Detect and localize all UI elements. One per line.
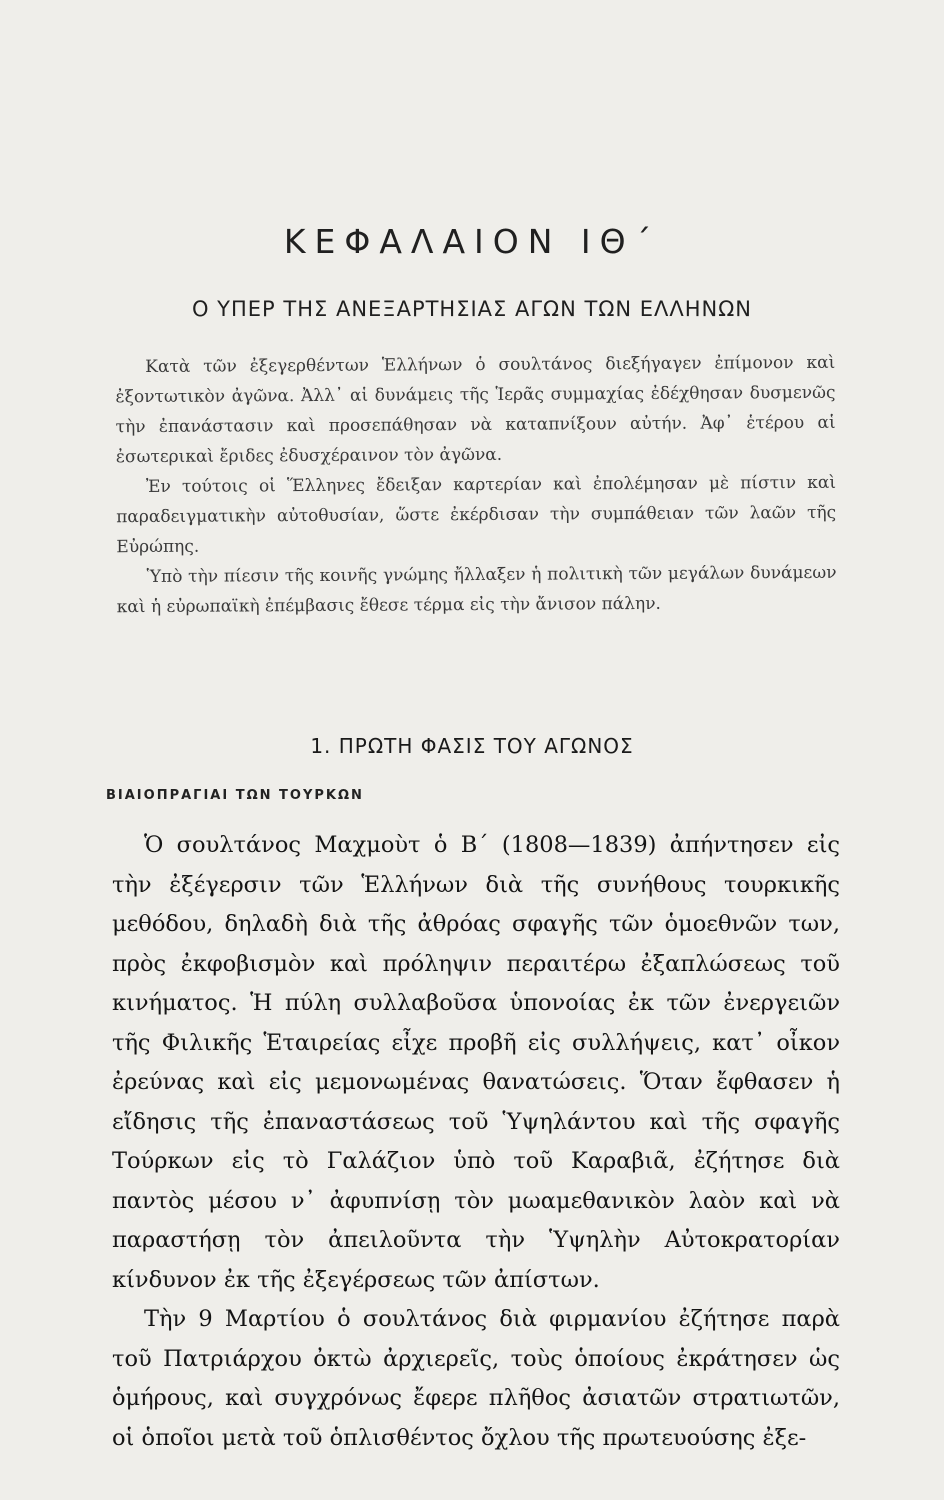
body-paragraph: Τὴν 9 Μαρτίου ὁ σουλτάνος διὰ φιρμανίου ἐζήτησε παρὰ τοῦ Πατριάρχου ὀκτὼ ἀρχιερεῖς, τοὺς ὁποίους ἐκράτησεν ὡς ὁμήρους, καὶ συγχρόνως ἔφερε πλῆθος ἀσιατῶν στρατιωτῶν, οἱ ὁποῖοι μετὰ τοῦ ὁπλισθέντος ὄχλου τῆς πρωτευούσης ἐξε-	[112, 1306, 840, 1451]
summary-paragraph: Ὑπὸ τὴν πίεσιν τῆς κοινῆς γνώμης ἤλλαξεν ἡ πολιτικὴ τῶν μεγάλων δυνάμεων καὶ ἡ εὐρωπαϊκὴ ἐπέμβασις ἔθεσε τέρμα εἰς τὴν ἄνισον πάλην.	[116, 562, 837, 618]
body-text	[112, 826, 840, 1458]
chapter-title: ΚΕΦΑΛΑΙΟΝ ΙΘ΄	[283, 222, 661, 261]
chapter-subtitle: Ο ΥΠΕΡ ΤΗΣ ΑΝΕΞΑΡΤΗΣΙΑΣ ΑΓΩΝ ΤΩΝ ΕΛΛΗΝΩΝ	[191, 297, 753, 321]
body-paragraph: Ὁ σουλτάνος Μαχμοὺτ ὁ Β΄ (1808—1839) ἀπήντησεν εἰς τὴν ἐξέγερσιν τῶν Ἑλλήνων διὰ τῆς συνήθους τουρκικῆς μεθόδου, δηλαδὴ διὰ τῆς ἀθρόας σφαγῆς τῶν ὁμοεθνῶν των, πρὸς ἐκφοβισμὸν καὶ πρόληψιν περαιτέρω ἐξαπλώσεως τοῦ κινήματος. Ἡ πύλη συλλαβοῦσα ὑπονοίας ἐκ τῶν ἐνεργειῶν τῆς Φιλικῆς Ἑταιρείας εἶχε προβῆ εἰς συλλήψεις, κατ᾽ οἶκον ἐρεύνας καὶ εἰς μεμονωμένας θανατώσεις. Ὅταν ἔφθασεν ἡ εἴδησις τῆς ἐπαναστάσεως τοῦ Ὑψηλάντου καὶ τῆς σφαγῆς Τούρκων εἰς τὸ Γαλάζιον ὑπὸ τοῦ Καραβιᾶ, ἐζήτησε διὰ παντὸς μέσου ν᾽ ἀφυπνίσῃ τὸν μωαμεθανικὸν λαὸν καὶ νὰ παραστήσῃ τὸν ἀπειλοῦντα τὴν Ὑψηλὴν Αὐτοκρατορίαν κίνδυνον ἐκ τῆς ἐξεγέρσεως τῶν ἀπίστων.	[112, 832, 840, 1293]
chapter-summary	[115, 348, 837, 622]
section-title: 1. ΠΡΩΤΗ ΦΑΣΙΣ ΤΟΥ ΑΓΩΝΟΣ	[310, 734, 634, 758]
summary-paragraph: Ἐν τούτοις οἱ Ἕλληνες ἔδειξαν καρτερίαν καὶ ἐπολέμησαν μὲ πίστιν καὶ παραδειγματικὴν αὐτοθυσίαν, ὥστε ἐκέρδισαν τὴν συμπάθειαν τῶν λαῶν τῆς Εὐρώπης.	[116, 472, 837, 558]
subsection-title: ΒΙΑΙΟΠΡΑΓΙΑΙ ΤΩΝ ΤΟΥΡΚΩΝ	[106, 788, 364, 803]
summary-paragraph: Κατὰ τῶν ἐξεγερθέντων Ἑλλήνων ὁ σουλτάνος διεξήγαγεν ἐπίμονον καὶ ἐξοντωτικὸν ἀγῶνα. Ἀλλ᾽ αἱ δυνάμεις τῆς Ἱερᾶς συμμαχίας ἐδέχθησαν δυσμενῶς τὴν ἐπανάστασιν καὶ προσεπάθησαν νὰ καταπνίξουν αὐτήν. Ἀφ᾽ ἑτέρου αἱ ἐσωτερικαὶ ἔριδες ἐδυσχέραινον τὸν ἀγῶνα.	[115, 352, 836, 468]
